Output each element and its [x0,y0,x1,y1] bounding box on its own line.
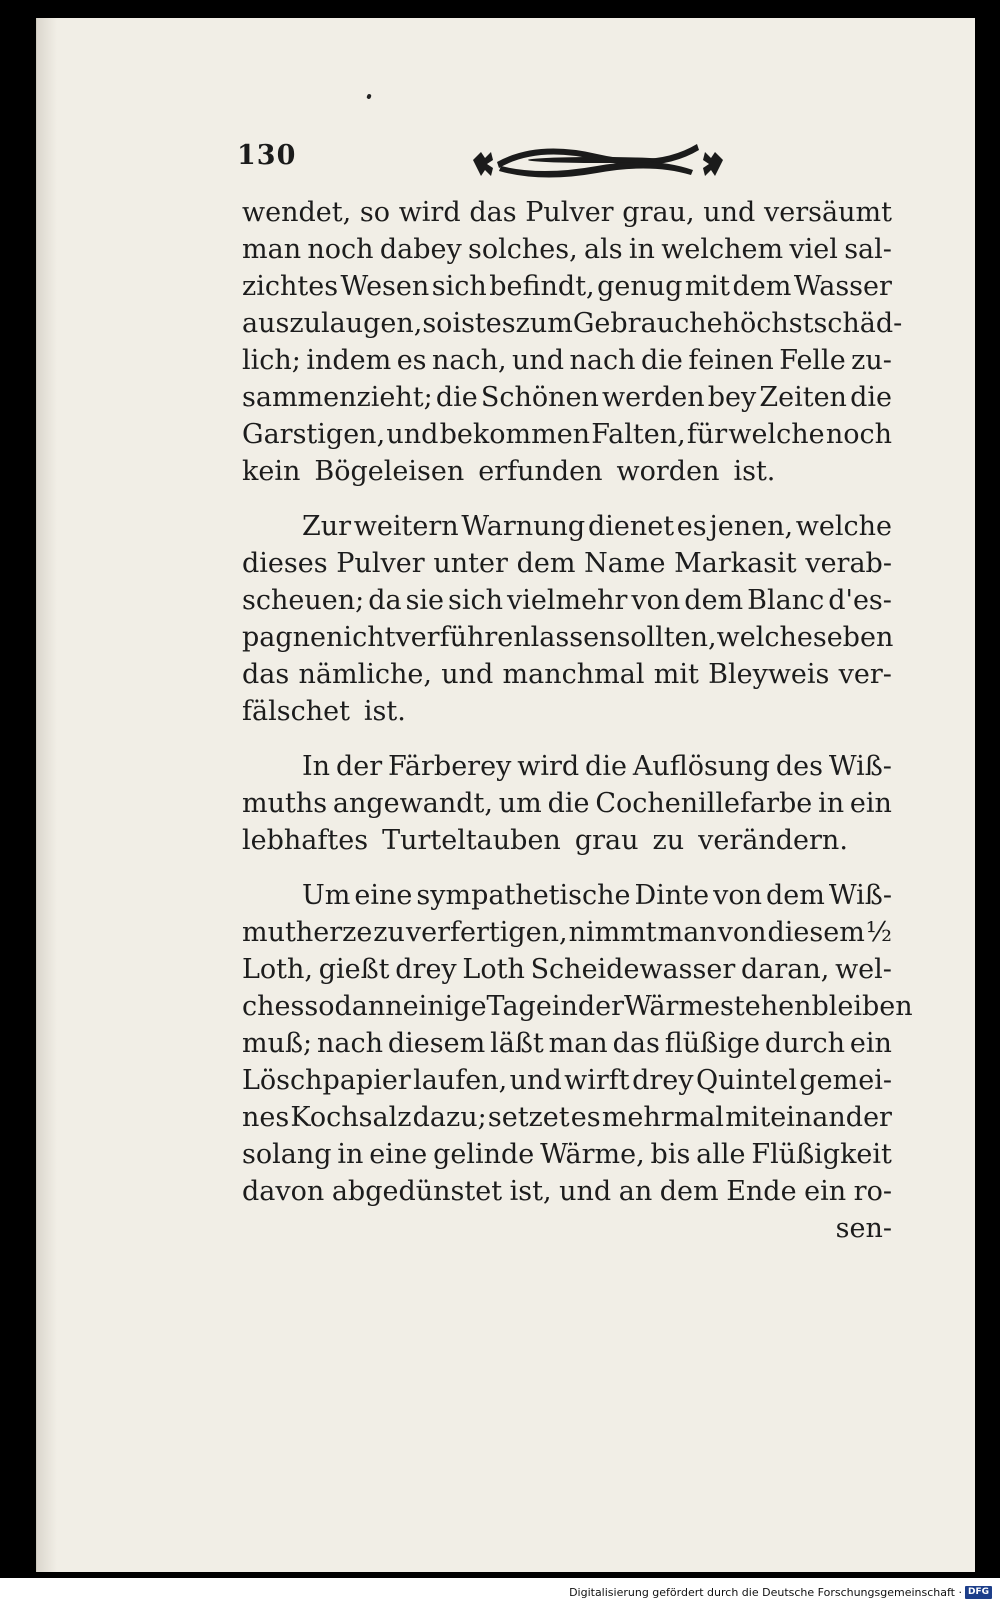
word: drey [395,954,457,985]
word: manchmal [502,659,645,690]
word: sammenzieht; [242,382,433,413]
word: Wärme, [540,1139,645,1170]
word: zu- [851,345,892,376]
word: ein [804,1176,847,1207]
word: weitern [353,511,459,542]
word: ein [849,788,892,819]
word: an [618,1176,653,1207]
word: Warnung [461,511,586,542]
word: muths [242,788,328,819]
text-line [242,508,892,545]
word: Gebrauche [572,308,723,339]
word: unter [433,548,508,579]
funding-credit [569,1586,992,1599]
word: sich [431,271,487,302]
text-line [242,416,892,453]
word: solang [242,1139,332,1170]
word: eine [369,1139,428,1170]
word: angewandt, [332,788,493,819]
word: von [713,880,762,911]
word: es [396,345,427,376]
word: nach, [431,345,507,376]
word: Name [584,548,666,579]
word: indem [306,345,392,376]
word: abgedünstet [331,1176,503,1207]
word: verführen [395,622,531,653]
word: Blanc [747,585,825,616]
word: mehrmal [601,1102,725,1133]
paragraph-4 [242,877,913,1247]
word: nes [242,1102,290,1133]
text-line [242,453,892,490]
word: und [559,1176,612,1207]
word: lich; [242,345,301,376]
text-line [242,1173,892,1210]
word: scheuen; [242,585,365,616]
word: die [547,788,590,819]
word: davon [242,1176,325,1207]
word: Löschpapier [242,1065,411,1096]
word: zu [373,917,405,948]
word: in [551,991,578,1022]
word: ches [242,991,305,1022]
word: dem [684,585,744,616]
text-line [242,656,892,693]
word: und [512,345,565,376]
word: alle [696,1139,746,1170]
word: Dinte [634,880,710,911]
word: der [577,991,625,1022]
word: dazu; [412,1102,487,1133]
word: höchst [722,308,814,339]
header-ornament-icon [467,136,729,184]
word: auszulaugen, [242,308,423,339]
word: daran, [740,954,830,985]
word: in [337,1139,364,1170]
book-page [36,18,975,1572]
word: Wiß- [828,751,892,782]
text-line [242,822,892,859]
text-line [242,951,892,988]
word: Wiß- [828,880,892,911]
word: ver- [838,659,892,690]
word: welchem [661,234,784,265]
text-line [242,877,892,914]
word: lebhaftes [242,825,369,856]
paragraph-2 [242,508,892,730]
word: ist, [509,1176,552,1207]
word: In [302,751,331,782]
word: worden [616,456,720,487]
word: durch [764,1028,845,1059]
word: das [242,659,290,690]
word: welche [728,419,825,450]
word: Cochenillefarbe [595,788,813,819]
word: Um [302,880,351,911]
word: dem [516,548,576,579]
word: wirft [564,1065,630,1096]
word: solches, [468,234,578,265]
word: Wasser [793,271,892,302]
word: die [585,751,627,782]
word: und [509,1065,562,1096]
word: Bögeleisen [314,456,465,487]
text-line [242,988,913,1025]
word: um [498,788,542,819]
word: einige [402,991,487,1022]
word: das [612,1028,660,1059]
word: fälschet [242,696,350,727]
word: eben [826,622,894,653]
word: Flüßigkeit [751,1139,892,1170]
word: eine [354,880,413,911]
word: mit [684,271,730,302]
text-line [242,619,892,656]
text-line [242,231,892,268]
text-line [242,379,892,416]
word: feinen [688,345,774,376]
word: Färberey [388,751,512,782]
word: es [676,511,707,542]
word: Zeiten [759,382,847,413]
word: in [628,234,655,265]
text-line [242,1099,892,1136]
word: Turteltauben [382,825,561,856]
paragraph-1 [242,194,903,490]
word: Zur [302,511,352,542]
word: und [703,197,756,228]
word: es [485,308,516,339]
word: zu [652,825,685,856]
word: dienet [587,511,675,542]
word: schäd- [813,308,903,339]
word: diesem [767,917,865,948]
word: dabey [379,234,462,265]
word: erfunden [478,456,603,487]
word: nicht [326,622,396,653]
word: von [717,917,767,948]
word: zum [515,308,573,339]
word: stehen [720,991,812,1022]
word: bis [650,1139,691,1170]
word: kein [242,456,301,487]
word: nach [569,345,636,376]
word: es [570,1102,601,1133]
word: bekommen [439,419,591,450]
word: ist [452,308,486,339]
word: wird [398,197,461,228]
word: d'es- [828,585,892,616]
word: nimmt [568,917,657,948]
word: Schönen [480,382,599,413]
word: mit [653,659,699,690]
word: wird [517,751,580,782]
word: Loth, [242,954,314,985]
word: die [850,382,892,413]
text-line [242,305,903,342]
text-line [242,194,892,231]
paragraph-3 [242,748,892,859]
word: laufen, [413,1065,508,1096]
word: für [686,419,728,450]
text-line [242,545,892,582]
word: sal- [844,234,892,265]
word: so [359,197,390,228]
word: lassen [530,622,617,653]
page-gutter-shadow [37,18,57,1572]
word: noch [825,419,892,450]
word: Loth [462,954,525,985]
word: Markasit [674,548,797,579]
word: Auflösung [632,751,770,782]
word: viel [789,234,838,265]
word: des [775,751,823,782]
word: welches [716,622,827,653]
word: Felle [779,345,846,376]
body-text [242,194,913,1265]
word: Kochsalz [290,1102,412,1133]
word: dem [766,880,825,911]
word: dem [732,271,792,302]
word: wel- [835,954,892,985]
word: muß; [242,1028,313,1059]
word: Falten, [591,419,686,450]
word: von [631,585,681,616]
text-line [242,342,892,379]
word: dem [659,1176,719,1207]
text-line [242,693,892,730]
word: da [368,585,402,616]
word: Ende [726,1176,797,1207]
word: befindt, [489,271,595,302]
text-line [242,914,892,951]
word: der [335,751,383,782]
word: ist. [733,456,776,487]
word: welche [795,511,892,542]
word: grau [574,825,639,856]
text-line [242,748,892,785]
word: bey [707,382,757,413]
word: und [386,419,439,450]
word: Wärme [624,991,721,1022]
word: drey [632,1065,694,1096]
word: Pulver [525,197,614,228]
word: vielmehr [507,585,628,616]
word: gelinde [433,1139,535,1170]
word: diesem [387,1028,486,1059]
word: nämliche, [298,659,432,690]
word: Quintel [695,1065,797,1096]
word: die [641,345,683,376]
word: und [441,659,494,690]
word: setzet [487,1102,570,1133]
word: ro- [853,1176,892,1207]
word: gemei- [799,1065,892,1096]
word: verändern. [698,825,848,856]
word: dieses [242,548,328,579]
word: man [548,1028,608,1059]
text-line [242,1025,892,1062]
word: miteinander [725,1102,892,1133]
word: genug [597,271,683,302]
word: sympathetische [416,880,631,911]
word: das [469,197,517,228]
word: versäumt [763,197,892,228]
word: zichtes [242,271,339,302]
page-number: 130 [237,140,297,171]
word: ½ [865,917,892,948]
word: so [422,308,453,339]
text-line [242,268,892,305]
dfg-logo-icon: DFG [965,1586,992,1599]
word: Pulver [336,548,425,579]
word: sodann [304,991,403,1022]
word: Scheidewasser [530,954,736,985]
ink-speck [366,93,371,99]
word: als [584,234,623,265]
word: Wesen [340,271,430,302]
word: gießt [318,954,390,985]
word: man [657,917,717,948]
word: sie [405,585,445,616]
word: Tage [486,991,552,1022]
word: nach [317,1028,383,1059]
text-line [242,1136,892,1173]
text-line [242,785,892,822]
word: ist. [363,696,406,727]
word: läßt [490,1028,544,1059]
word: in [818,788,845,819]
word: grau, [622,197,695,228]
word: Bleyweis [708,659,830,690]
word: man [242,234,302,265]
word: verab- [805,548,892,579]
word: sollten, [616,622,717,653]
text-line [242,582,892,619]
word: werden [601,382,705,413]
word: pagne [242,622,327,653]
word: Garstigen, [242,419,386,450]
catchword: sen- [835,1213,892,1244]
word: wendet, [242,197,352,228]
word: mutherze [242,917,373,948]
word: ein [849,1028,892,1059]
word: flüßige [664,1028,761,1059]
word: noch [307,234,374,265]
word: verfertigen, [405,917,568,948]
word: bleiben [811,991,913,1022]
word: die [435,382,478,413]
viewer-footer-bar [0,1578,1000,1606]
text-line [242,1062,892,1099]
word: jenen, [709,511,794,542]
funding-credit-text: Digitalisierung gefördert durch die Deutsche Forschungsgemeinschaft · [569,1586,962,1599]
word: sich [448,585,504,616]
